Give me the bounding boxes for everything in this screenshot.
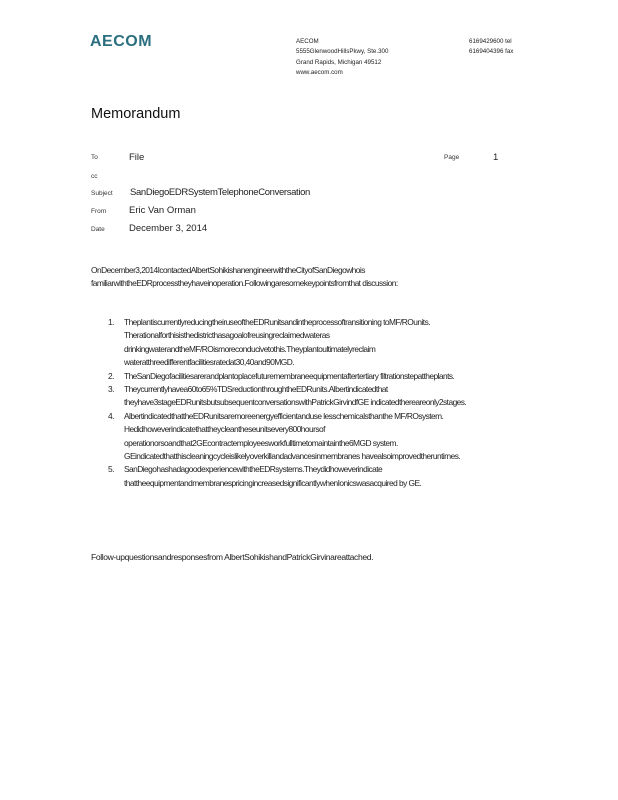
contact-block bbox=[469, 37, 513, 58]
fax-number: 6169404396 fax bbox=[469, 48, 514, 56]
from-label: From bbox=[91, 208, 107, 215]
list-item-text: AlbertindicatedthattheEDRunitsaremoreenergyefficientanduse lesschemicalsthanthe MF/ROsystem. Hedidhoweverindicatethattheycleantheseunitsevery800hoursof operationorsoandthat2GEcontractemployeesworkfulltimetomaintainthe6MGD system. GEindicatedthatthiscleaningcycleislikelyoverkillandadvancesinmembranes havealsoimprovedtheruntimes. bbox=[124, 410, 461, 462]
memo-title: Memorandum bbox=[91, 106, 181, 122]
list-item-text: TheSanDiegofacilitiesarerandplantoplacefuturemembraneequipmentaftertertiary filtrationstepattheplants. bbox=[124, 370, 455, 381]
list-item-number: 1. bbox=[108, 317, 114, 327]
address-line-street: 5555GlenwoodHillsPkwy, Ste.300 bbox=[296, 48, 389, 56]
intro-paragraph: OnDecember3,2014IcontactedAlbertSohikishanengineerwiththeCityofSanDiegowhois familiarwiththeEDRprocesstheyhaveinoperation.Followingaresomekeypointsfromthat discussion: bbox=[91, 265, 398, 289]
list-item-number: 4. bbox=[108, 410, 114, 421]
subject-label: Subject bbox=[91, 190, 113, 197]
list-item bbox=[108, 410, 518, 464]
to-label: To bbox=[91, 154, 98, 161]
date-label: Date bbox=[91, 226, 105, 233]
subject-value: SanDiegoEDRSystemTelephoneConversation bbox=[130, 187, 310, 198]
address-line-website: www.aecom.com bbox=[296, 69, 343, 77]
date-value: December 3, 2014 bbox=[129, 223, 208, 234]
list-item-text: Theycurrentlyhavea60to65%TDSreductionthroughtheEDRunits.Albertindicatedthat theyhave3stageEDRunitsbutsubsequentconversationswithPatrickGirvindfGE indicatedthereareonly2stages. bbox=[124, 384, 467, 408]
followup-note: Follow-upquestionsandresponsesfrom AlbertSohikishandPatrickGirvinareattached. bbox=[91, 552, 374, 562]
list-item-number: 2. bbox=[108, 370, 114, 381]
list-item bbox=[108, 370, 518, 383]
aecom-logo: AECOM bbox=[90, 33, 153, 50]
list-item-text: TheplantiscurrentlyreducingtheiruseoftheEDRunitsandintheprocessoftransitioning toMF/ROunits. Therationalforthisisthedistricthasagoalofreusingreclaimedwateras drinkingwaterandtheMF/ROismoreconducivetothis.Theyplantoultimatelyreclaim wateratthreedifferentfacilitiesratedat30,40and90MGD. bbox=[124, 317, 430, 368]
address-block bbox=[296, 37, 388, 79]
list-item bbox=[108, 316, 518, 370]
address-line-company: AECOM bbox=[296, 38, 319, 45]
list-item-number: 5. bbox=[108, 464, 114, 475]
cc-label: cc bbox=[91, 173, 98, 180]
list-item bbox=[108, 463, 518, 490]
page-value: 1 bbox=[493, 152, 499, 163]
phone-number: 6169429600 tel bbox=[469, 38, 512, 45]
list-item-text: SanDiegohashadagoodexperiencewiththeEDRsystems.Theydidhoweverindicate thattheequipmentandmembranespricingincreasedsignificantlywhenIonicswasacquired by GE. bbox=[124, 464, 422, 488]
list-item-number: 3. bbox=[108, 384, 114, 395]
to-value: File bbox=[129, 152, 145, 163]
page-label: Page bbox=[444, 154, 460, 161]
address-line-city: Grand Rapids, Michigan 49512 bbox=[296, 58, 382, 66]
list-item bbox=[108, 383, 518, 410]
key-points-list bbox=[108, 316, 518, 490]
from-value: Eric Van Orman bbox=[129, 205, 196, 216]
